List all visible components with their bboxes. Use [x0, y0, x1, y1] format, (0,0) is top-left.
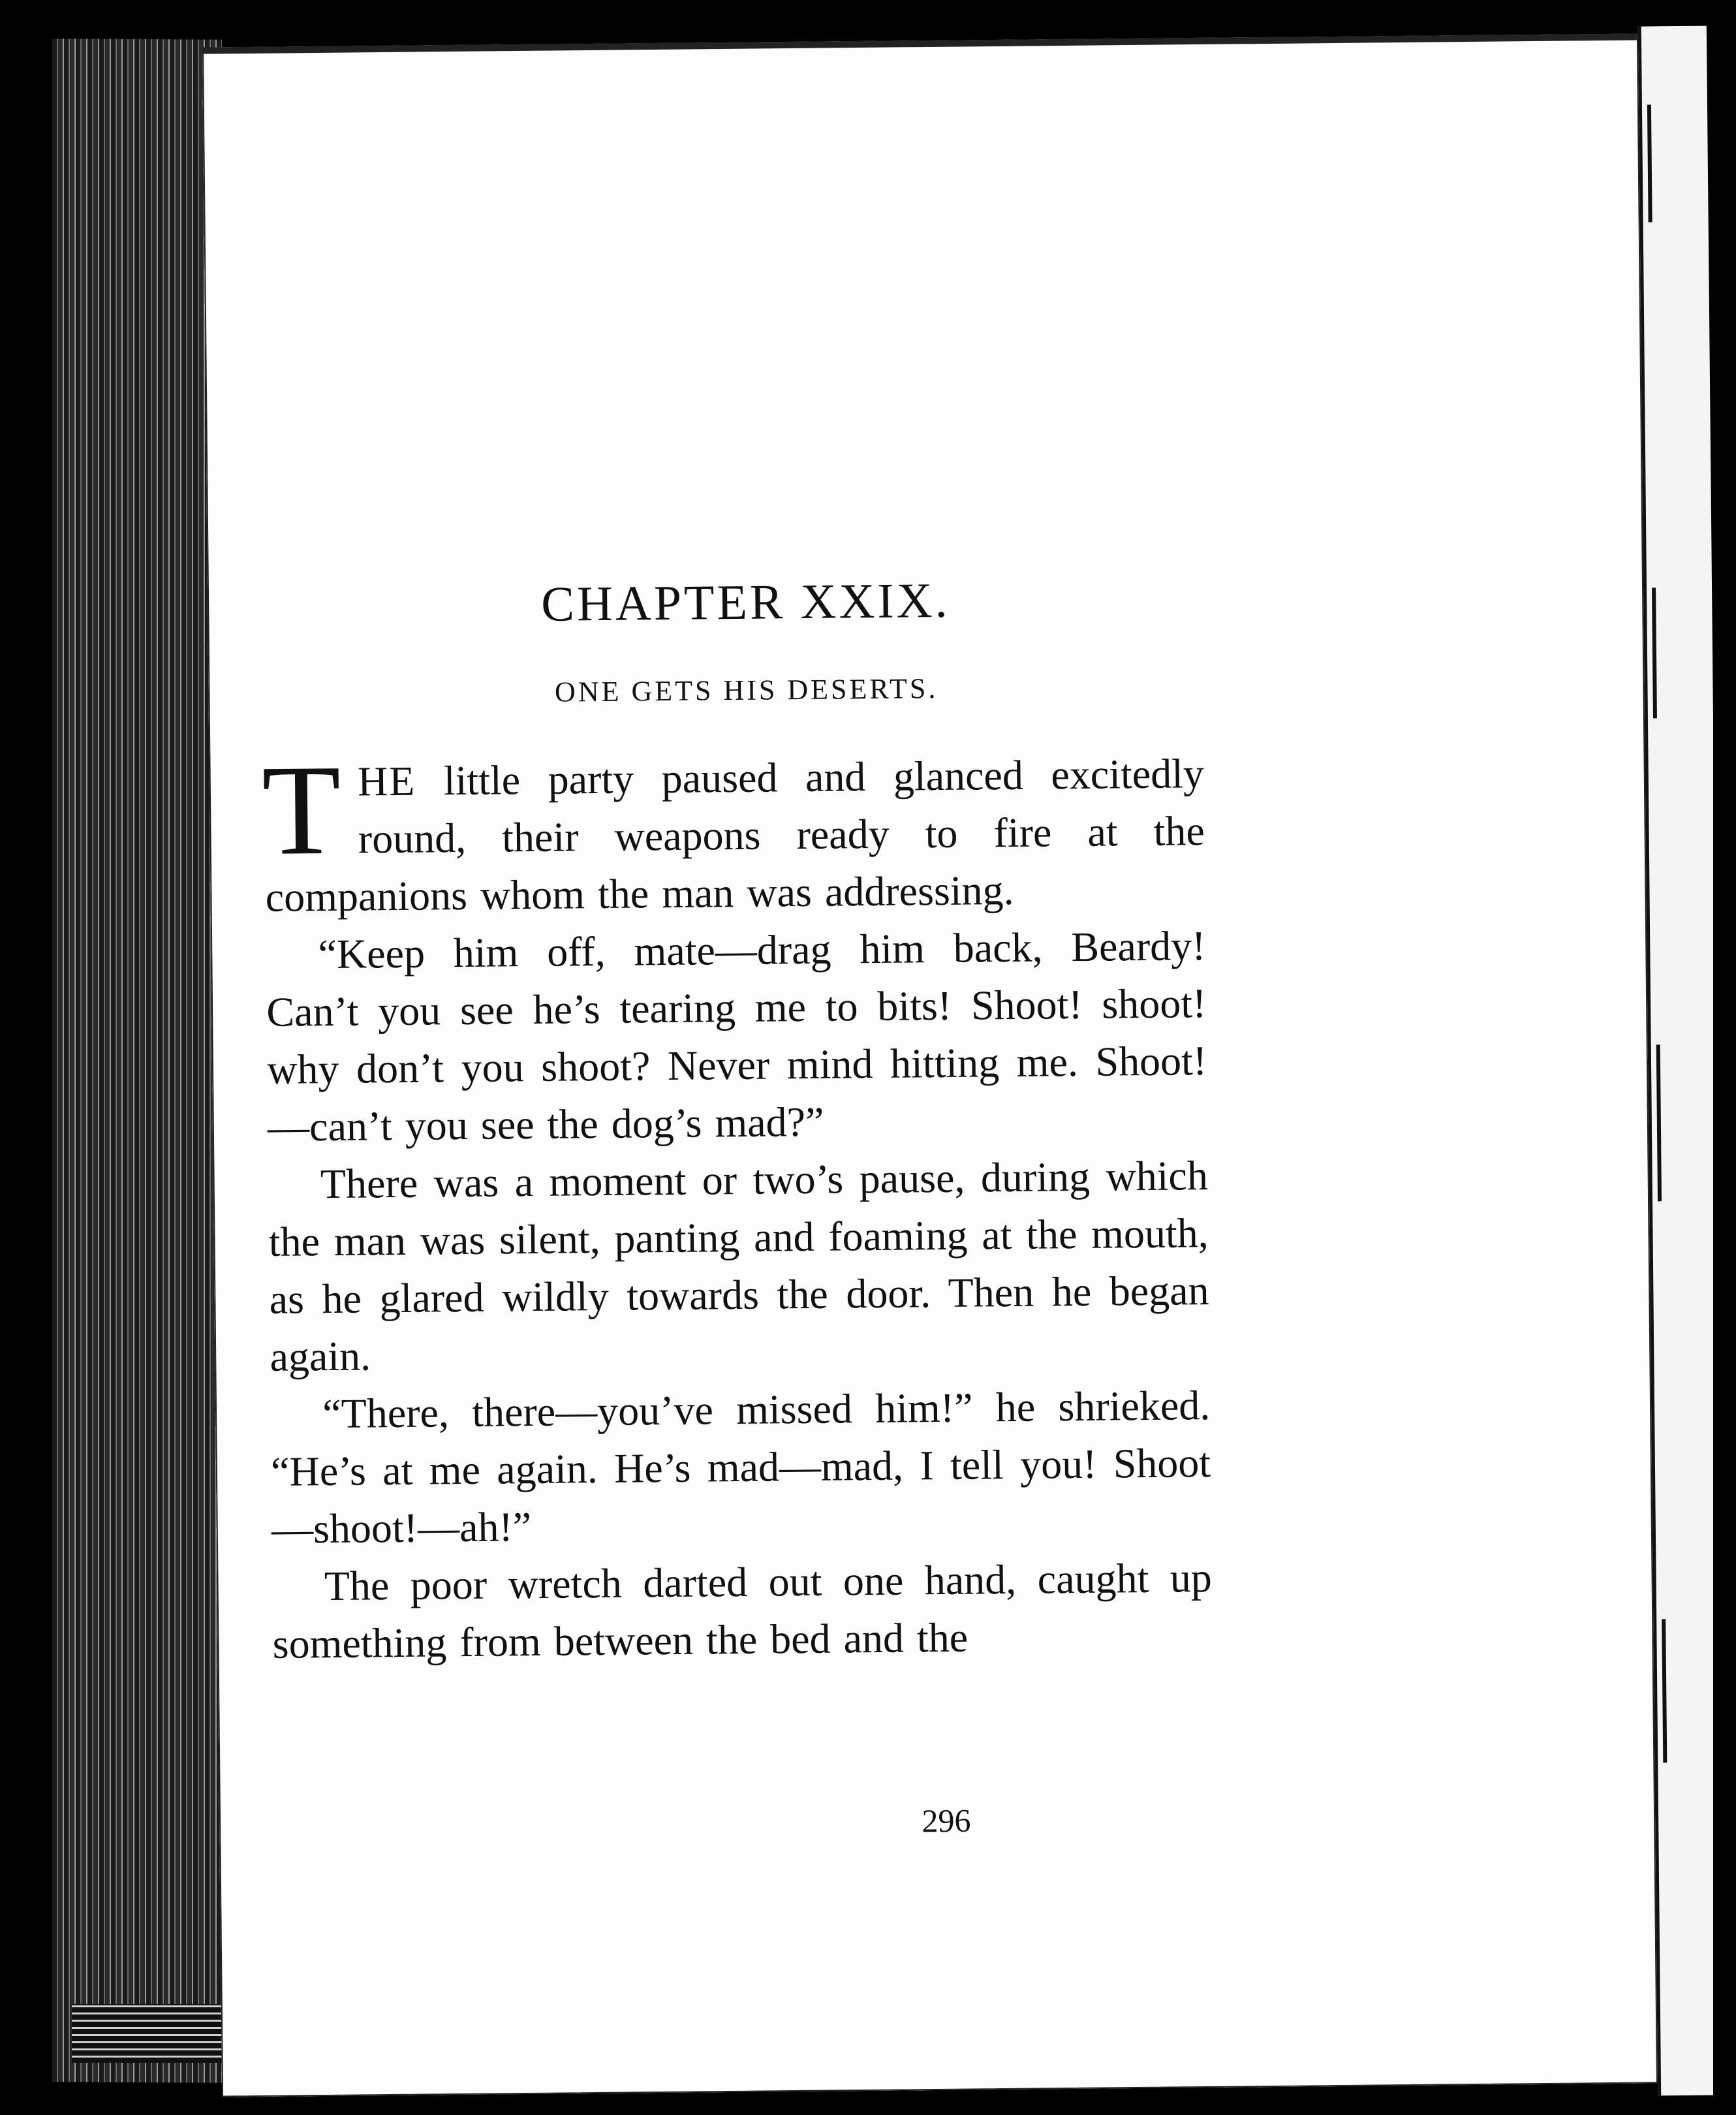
paragraph-2: “Keep him off, mate—drag him back, Beardy! Can’t you see he’s tearing me to bits! Shoot! shoot! why don’t you shoot? Never mind hitting me. Shoot!—can’t you see the dog’s mad?” [266, 922, 1207, 1150]
drop-cap-lead: HE [357, 757, 416, 805]
page-edges [52, 39, 222, 2083]
paragraph-5: The poor wretch darted out one hand, caught up something from between the bed and the [272, 1554, 1213, 1667]
page-number: 296 [922, 1802, 971, 1840]
adjacent-page-shadow [1713, 26, 1736, 2095]
drop-cap: T [261, 738, 342, 882]
page-text [262, 562, 1213, 1673]
paragraph-1 [261, 738, 1205, 926]
body-text [261, 738, 1213, 1673]
chapter-subtitle: ONE GETS HIS DESERTS. [554, 672, 938, 708]
paragraph-text: little party paused and glanced excitedly round, their weapons ready to fire at the companions whom the man was addressing. [265, 750, 1205, 920]
paragraph-4: “There, there—you’ve missed him!” he shrieked. “He’s at me again. He’s mad—mad, I tell you! Shoot—shoot!—ah!” [270, 1382, 1211, 1552]
paragraph-3: There was a moment or two’s pause, during which the man was silent, panting and foaming at the mouth, as he glared wildly towards the door. Then he began again. [268, 1152, 1209, 1380]
chapter-title: CHAPTER XXIX. [540, 572, 950, 632]
